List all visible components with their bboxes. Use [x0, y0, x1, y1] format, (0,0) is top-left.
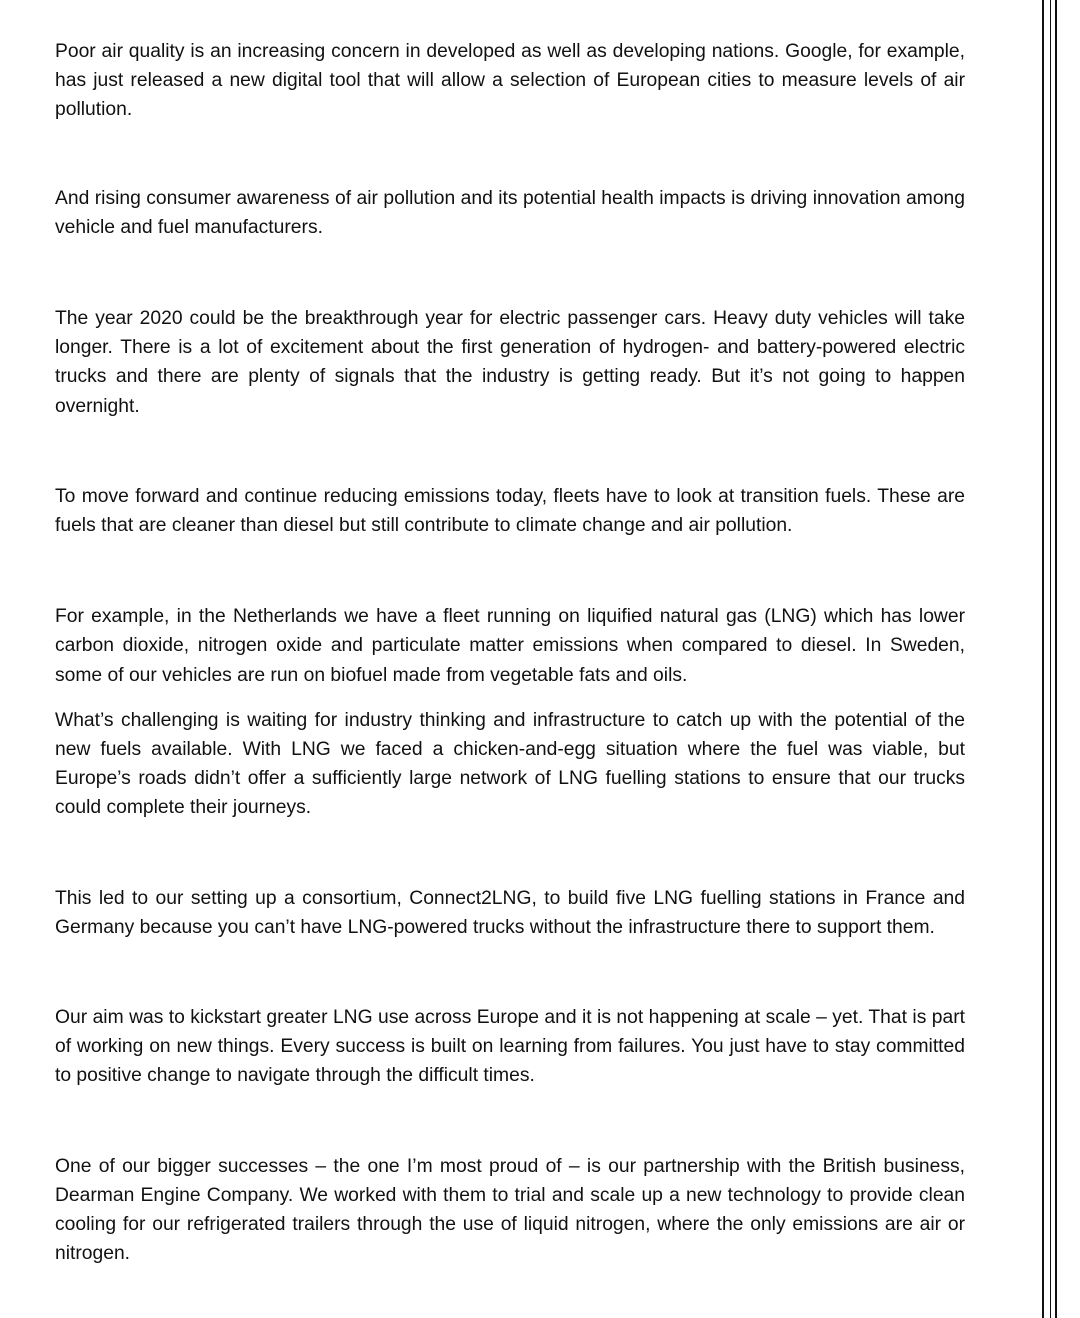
- page-border-line: [1050, 0, 1051, 1318]
- paragraph-kickstart-lng: Our aim was to kickstart greater LNG use across Europe and it is not happening at scale – yet. That is part of working on new things. Every success is built on learning from failures. You just have to stay committed to positive change to navigate through the difficult times.: [55, 1007, 965, 1087]
- page-border-line: [1055, 0, 1057, 1318]
- paragraph-electric-vehicles: The year 2020 could be the breakthrough year for electric passenger cars. Heavy duty vehicles will take longer. There is a lot of excitement about the first generation of hydrogen- and battery-powered electric trucks and there are plenty of signals that the industry is getting ready. But it’s not going to happen overnight.: [55, 308, 965, 417]
- page-border-line: [1042, 0, 1044, 1318]
- paragraph-consumer-awareness: And rising consumer awareness of air pollution and its potential health impacts is driving innovation among vehicle and fuel manufacturers.: [55, 187, 965, 238]
- paragraph-connect2lng: This led to our setting up a consortium, Connect2LNG, to build five LNG fuelling stations in France and Germany because you can’t have LNG-powered trucks without the infrastructure there to support them.: [55, 887, 965, 938]
- paragraph-transition-fuels: To move forward and continue reducing emissions today, fleets have to look at transition fuels. These are fuels that are cleaner than diesel but still contribute to climate change and air pollution.: [55, 485, 965, 537]
- document-body: [55, 37, 965, 1268]
- paragraph-dearman-partnership: One of our bigger successes – the one I’m most proud of – is our partnership with the British business, Dearman Engine Company. We worked with them to trial and scale up a new technology to provide clean cooling for our refrigerated trailers through the use of liquid nitrogen, where the only emissions are air or nitrogen.: [55, 1155, 965, 1265]
- paragraph-lng-fleet: For example, in the Netherlands we have a fleet running on liquified natural gas (LNG) which has lower carbon dioxide, nitrogen oxide and particulate matter emissions when compared to diesel. In Sweden, some of our vehicles are run on biofuel made from vegetable fats and oils.: [55, 606, 965, 686]
- paragraph-air-quality: Poor air quality is an increasing concern in developed as well as developing nations. Google, for example, has just released a new digital tool that will allow a selection of European cities to measure levels of air pollution.: [55, 41, 965, 121]
- paragraph-infrastructure-challenge: What’s challenging is waiting for industry thinking and infrastructure to catch up with the potential of the new fuels available. With LNG we faced a chicken-and-egg situation where the fuel was viable, but Europe’s roads didn’t offer a sufficiently large network of LNG fuelling stations to ensure that our trucks could complete their journeys.: [55, 709, 965, 819]
